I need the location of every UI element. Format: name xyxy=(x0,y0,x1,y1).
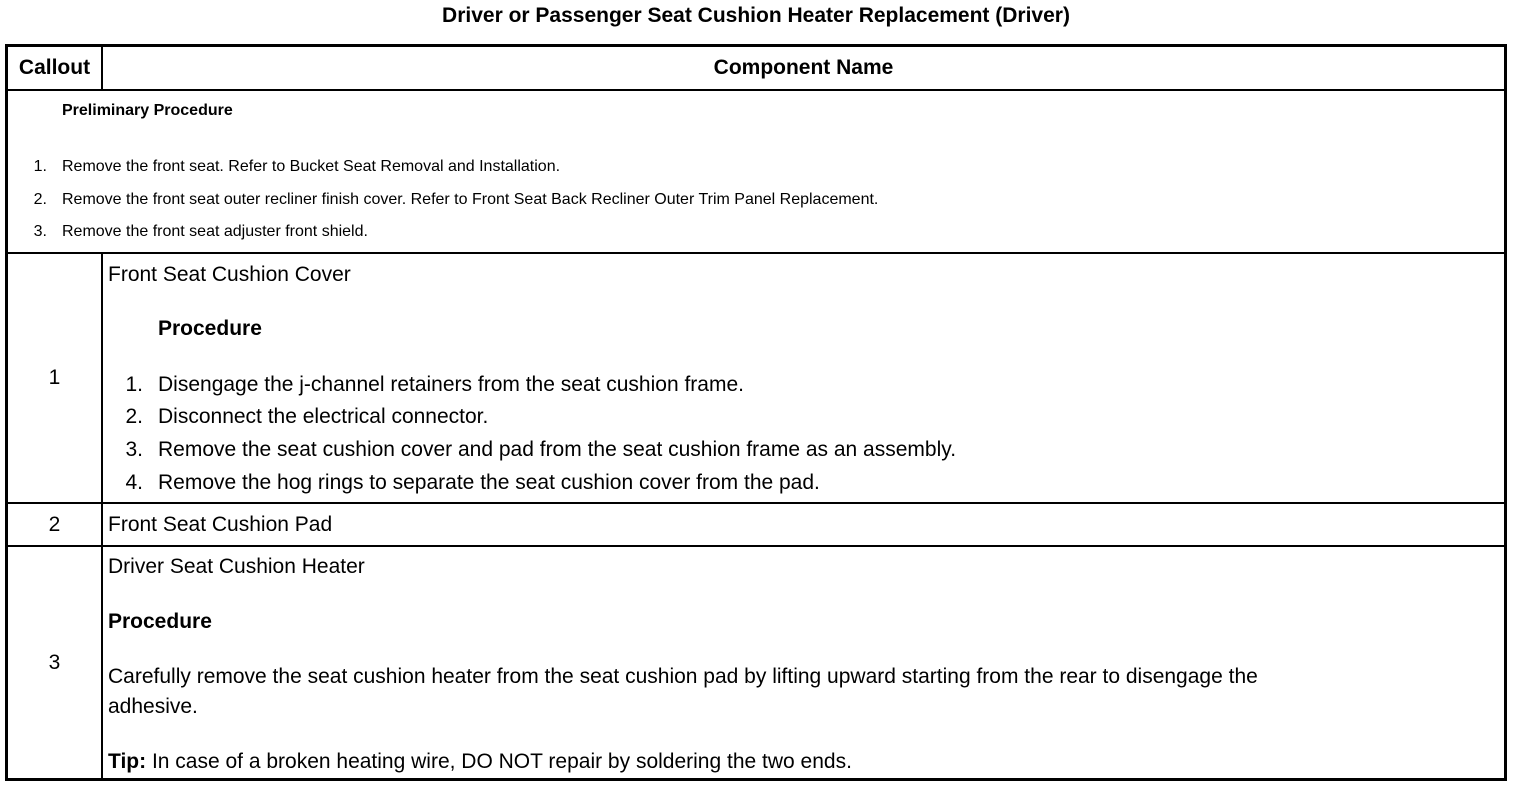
preliminary-step-number: 3. xyxy=(33,223,47,240)
procedure-step-number: 3. xyxy=(125,438,143,461)
tip-label: Tip: xyxy=(108,750,147,773)
procedure-step-text: Disconnect the electrical connector. xyxy=(158,405,489,428)
procedure-step-text: Remove the seat cushion cover and pad from the seat cushion frame as an assembly. xyxy=(158,438,957,461)
procedure-paragraph-line: adhesive. xyxy=(108,695,198,718)
procedure-table xyxy=(5,44,1507,781)
procedure-heading: Procedure xyxy=(158,317,262,340)
procedure-step-number: 4. xyxy=(125,471,143,494)
table-row xyxy=(8,252,1504,502)
preliminary-procedure-row xyxy=(8,89,1504,252)
component-name: Driver Seat Cushion Heater xyxy=(108,555,365,578)
component-cell xyxy=(103,504,1504,545)
component-name: Front Seat Cushion Pad xyxy=(108,513,333,536)
header-callout: Callout xyxy=(8,47,103,89)
table-header-row xyxy=(8,47,1504,89)
preliminary-step-number: 1. xyxy=(33,158,47,175)
callout-number: 3 xyxy=(8,547,103,778)
component-cell xyxy=(103,547,1504,778)
callout-number: 1 xyxy=(8,254,103,502)
header-component-name: Component Name xyxy=(713,56,894,79)
procedure-step-text: Disengage the j-channel retainers from the seat cushion frame. xyxy=(158,373,744,396)
procedure-step-number: 2. xyxy=(125,405,143,428)
table-row xyxy=(8,502,1504,545)
procedure-step-number: 1. xyxy=(125,373,143,396)
preliminary-heading: Preliminary Procedure xyxy=(62,102,233,119)
table-row xyxy=(8,545,1504,778)
procedure-step-text: Remove the hog rings to separate the seat cushion cover from the pad. xyxy=(158,471,820,494)
preliminary-step-text: Remove the front seat adjuster front shield. xyxy=(62,223,368,240)
preliminary-step-text: Remove the front seat outer recliner finish cover. Refer to Front Seat Back Recliner Outer Trim Panel Replacement. xyxy=(62,191,879,208)
preliminary-step-number: 2. xyxy=(33,191,47,208)
preliminary-step-text: Remove the front seat. Refer to Bucket Seat Removal and Installation. xyxy=(62,158,561,175)
document-title: Driver or Passenger Seat Cushion Heater Replacement (Driver) xyxy=(442,4,1070,27)
component-cell xyxy=(103,254,1504,502)
component-name: Front Seat Cushion Cover xyxy=(108,263,351,286)
procedure-heading: Procedure xyxy=(108,610,212,633)
procedure-paragraph-line: Carefully remove the seat cushion heater from the seat cushion pad by lifting upward starting from the rear to disengage the xyxy=(108,665,1258,688)
tip-text: In case of a broken heating wire, DO NOT repair by soldering the two ends. xyxy=(146,750,852,773)
callout-number: 2 xyxy=(8,504,103,545)
tip-note xyxy=(108,750,852,774)
